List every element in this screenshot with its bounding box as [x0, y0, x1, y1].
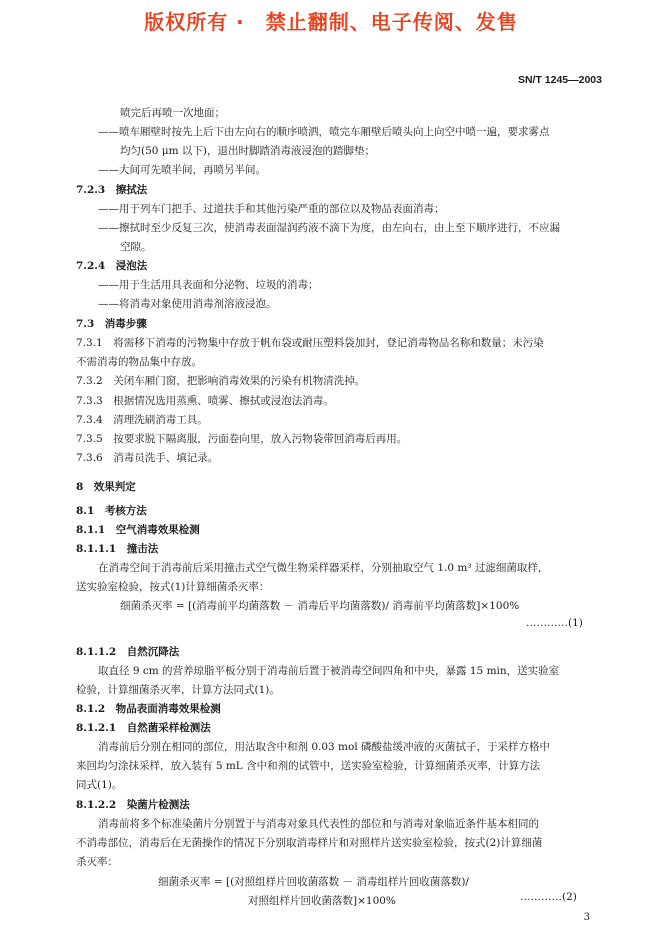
text-line: ——将消毒对象使用消毒剂溶液浸泡。 [98, 298, 277, 310]
text-line: 不需消毒的物品集中存放。 [76, 356, 202, 368]
formula-1: 细菌杀灭率 = [(消毒前平均菌落数 － 消毒后平均菌落数)/ 消毒前平均菌落数]×100% [120, 600, 520, 612]
text-line: ——用于列车门把手、过道扶手和其他污染严重的部位以及物品表面消毒； [98, 203, 445, 215]
section-heading: 8.1.1.1 撞击法 [76, 543, 159, 555]
equation-number-2: …………(2) [520, 891, 577, 903]
section-heading: 8.1.2.2 染菌片检测法 [76, 799, 190, 811]
standard-number: SN/T 1245—2003 [517, 74, 602, 86]
section-heading: 7.2.4 浸泡法 [76, 260, 148, 272]
section-heading: 8.1.2.1 自然菌采样检测法 [76, 722, 211, 734]
section-heading: 8.1 考核方法 [76, 505, 147, 517]
page-number: 3 [583, 912, 590, 923]
text-line: 喷完后再喷一次地面； [120, 107, 225, 119]
text-line: 7.3.1 将需移下消毒的污物集中存放于帆布袋或耐压塑料袋加封，登记消毒物品名称和数量；未污染 [76, 337, 544, 349]
section-heading: 7.2.3 擦拭法 [76, 184, 148, 196]
equation-number-1: …………(1) [526, 617, 583, 629]
text-line: 送实验室检验，按式(1)计算细菌杀灭率： [76, 581, 270, 593]
text-line: ——大间可先喷半间，再喷另半间。 [98, 164, 266, 176]
section-heading: 7.3 消毒步骤 [76, 318, 147, 330]
section-heading: 8.1.1 空气消毒效果检测 [76, 524, 200, 536]
section-heading: 8.1.2 物品表面消毒效果检测 [76, 703, 221, 715]
text-line: 来回均匀涂抹采样，放入装有 5 mL 含中和剂的试管中，送实验室检验，计算细菌杀灭率，计算方法 [76, 760, 541, 772]
text-line: 7.3.2 关闭车厢门窗，把影响消毒效果的污染有机物清洗掉。 [76, 375, 366, 387]
formula-2-line-2: 对照组样片回收菌落数]×100% [248, 895, 396, 907]
text-line: 在消毒空间于消毒前后采用撞击式空气微生物采样器采样，分别抽取空气 1.0 m³ 过滤细菌取样， [98, 562, 549, 574]
text-line: ——用于生活用具表面和分泌物、垃圾的消毒； [98, 279, 319, 291]
text-line: 取直径 9 cm 的营养琼脂平板分别于消毒前后置于被消毒空间四角和中央，暴露 15 min，送实验室 [98, 665, 560, 677]
text-line: 7.3.3 根据情况选用蒸熏、喷雾、擦拭或浸泡法消毒。 [76, 395, 334, 407]
text-line: 不消毒部位，消毒后在无菌操作的情况下分别取消毒样片和对照样片送实验室检验，按式(2)计算细菌 [76, 837, 543, 849]
text-line: 消毒前后分别在相同的部位，用沾取含中和剂 0.03 mol 磷酸盐缓冲液的灭菌拭子，于采样方格中 [98, 741, 551, 753]
formula-2-line-1: 细菌杀灭率 = [(对照组样片回收菌落数 － 消毒组样片回收菌落数)/ [158, 876, 469, 888]
text-line: 杀灭率： [76, 856, 118, 868]
text-line: 检验，计算细菌杀灭率，计算方法同式(1)。 [76, 684, 280, 696]
section-heading: 8.1.1.2 自然沉降法 [76, 646, 180, 658]
text-line: 空隙。 [120, 241, 152, 253]
watermark: 版权所有 · 禁止翻制、电子传阅、发售 [144, 10, 518, 34]
text-line: 同式(1)。 [76, 779, 123, 791]
text-line: ——喷车厢壁时按先上后下由左向右的顺序喷洒，喷完车厢壁后喷头向上向空中喷一遍，要求雾点 [98, 126, 550, 138]
text-line: 均匀(50 μm 以下)，退出时脚踏消毒液浸泡的踏脚垫； [120, 145, 376, 157]
section-heading: 8 效果判定 [76, 481, 136, 493]
text-line: 7.3.4 清理洗刷消毒工具。 [76, 414, 208, 426]
text-line: 7.3.6 消毒员洗手、填记录。 [76, 452, 219, 464]
text-line: 消毒前将多个标准染菌片分别置于与消毒对象具代表性的部位和与消毒对象临近条件基本相同的 [98, 818, 539, 830]
text-line: 7.3.5 按要求脱下隔离服，污面卷向里，放入污物袋带回消毒后再用。 [76, 433, 408, 445]
text-line: ——擦拭时至少反复三次，使消毒表面湿润药液不滴下为度，由左向右，由上至下顺序进行，不应漏 [98, 222, 560, 234]
